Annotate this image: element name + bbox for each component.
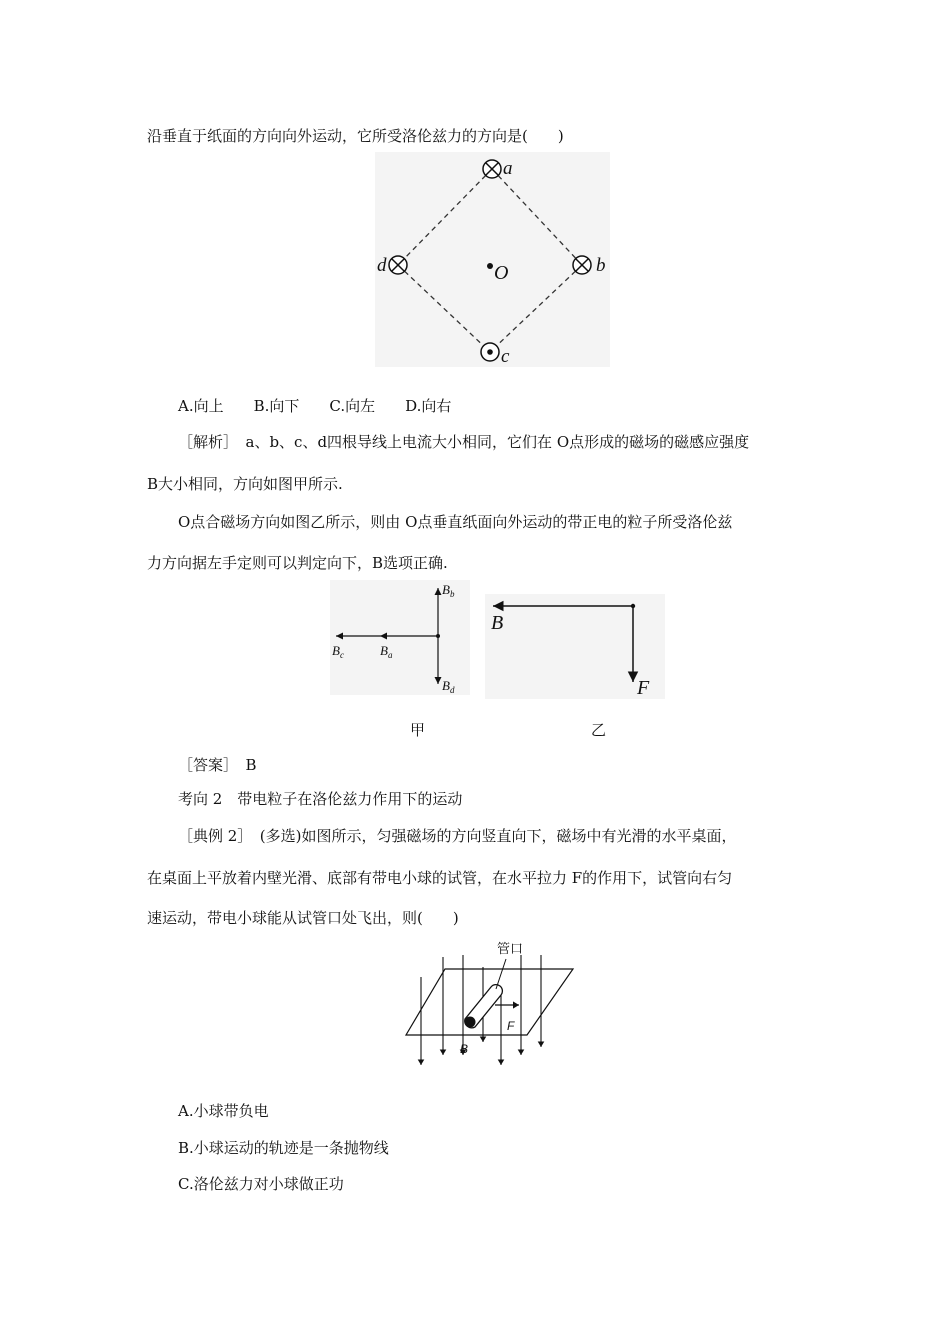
label-mouth: 管口 (497, 941, 524, 956)
figure-jia (330, 580, 470, 695)
figure-yi (485, 594, 665, 699)
label-ba: B (380, 643, 388, 658)
wire-a-icon (483, 160, 501, 178)
wire-d-icon (389, 256, 407, 274)
label-b: b (596, 255, 606, 276)
q1-analysis-line2: B大小相同，方向如图甲所示. (147, 475, 343, 493)
q2-option-a: A.小球带负电 (178, 1102, 269, 1120)
q2-stem-line3: 速运动，带电小球能从试管口处飞出，则( ) (147, 909, 459, 927)
svg-text:Bb: $B_b$ (442, 582, 455, 599)
q2-stem-line1: ［典例 2］ (多选)如图所示，匀强磁场的方向竖直向下，磁场中有光滑的水平桌面， (178, 827, 737, 845)
point-o-icon (487, 263, 493, 269)
svg-text:Bd: $B_d$ (442, 678, 455, 695)
label-o: O (494, 262, 509, 284)
q1-analysis-line4: 力方向据左手定则可以判定向下，B选项正确. (147, 554, 448, 572)
q1-answer: ［答案］ B (178, 756, 257, 774)
label-c: c (501, 346, 510, 367)
q2-option-b: B.小球运动的轨迹是一条抛物线 (178, 1139, 389, 1157)
test-tube-figure (403, 937, 578, 1072)
q1-analysis-line1: ［解析］ a、b、c、d四根导线上电流大小相同，它们在 O点形成的磁场的磁感应强度 (178, 433, 750, 451)
label-bc: B (332, 643, 340, 658)
svg-text:Bc: $B_c$ (332, 643, 344, 660)
label-d: d (377, 255, 387, 276)
label-bd: B (442, 678, 450, 693)
caption-jia: 甲 (410, 721, 426, 739)
label-bb: B (442, 582, 450, 597)
q1-analysis-line3: O点合磁场方向如图乙所示，则由 O点垂直纸面向外运动的带正电的粒子所受洛伦兹 (178, 513, 733, 531)
section-heading: 考向 2 带电粒子在洛伦兹力作用下的运动 (178, 790, 463, 808)
label-b: B (460, 1042, 469, 1056)
q2-stem-line2: 在桌面上平放着内壁光滑、底部有带电小球的试管，在水平拉力 F的作用下，试管向右匀 (147, 869, 733, 887)
wire-c-icon (481, 343, 499, 361)
q1-stem: 沿垂直于纸面的方向向外运动，它所受洛伦兹力的方向是( ) (147, 127, 564, 145)
label-f: F (507, 1019, 515, 1033)
svg-text:Ba: $B_a$ (380, 643, 393, 660)
caption-yi: 乙 (591, 721, 607, 739)
label-f-vector: F (637, 677, 650, 699)
charged-ball-icon (465, 1017, 476, 1028)
q2-option-c: C.洛伦兹力对小球做正功 (178, 1175, 344, 1193)
label-b-vector: B (491, 612, 504, 634)
q1-options: A.向上 B.向下 C.向左 D.向右 (178, 397, 452, 415)
wire-square-figure (375, 152, 610, 367)
label-a: a (503, 158, 513, 179)
wire-b-icon (573, 256, 591, 274)
